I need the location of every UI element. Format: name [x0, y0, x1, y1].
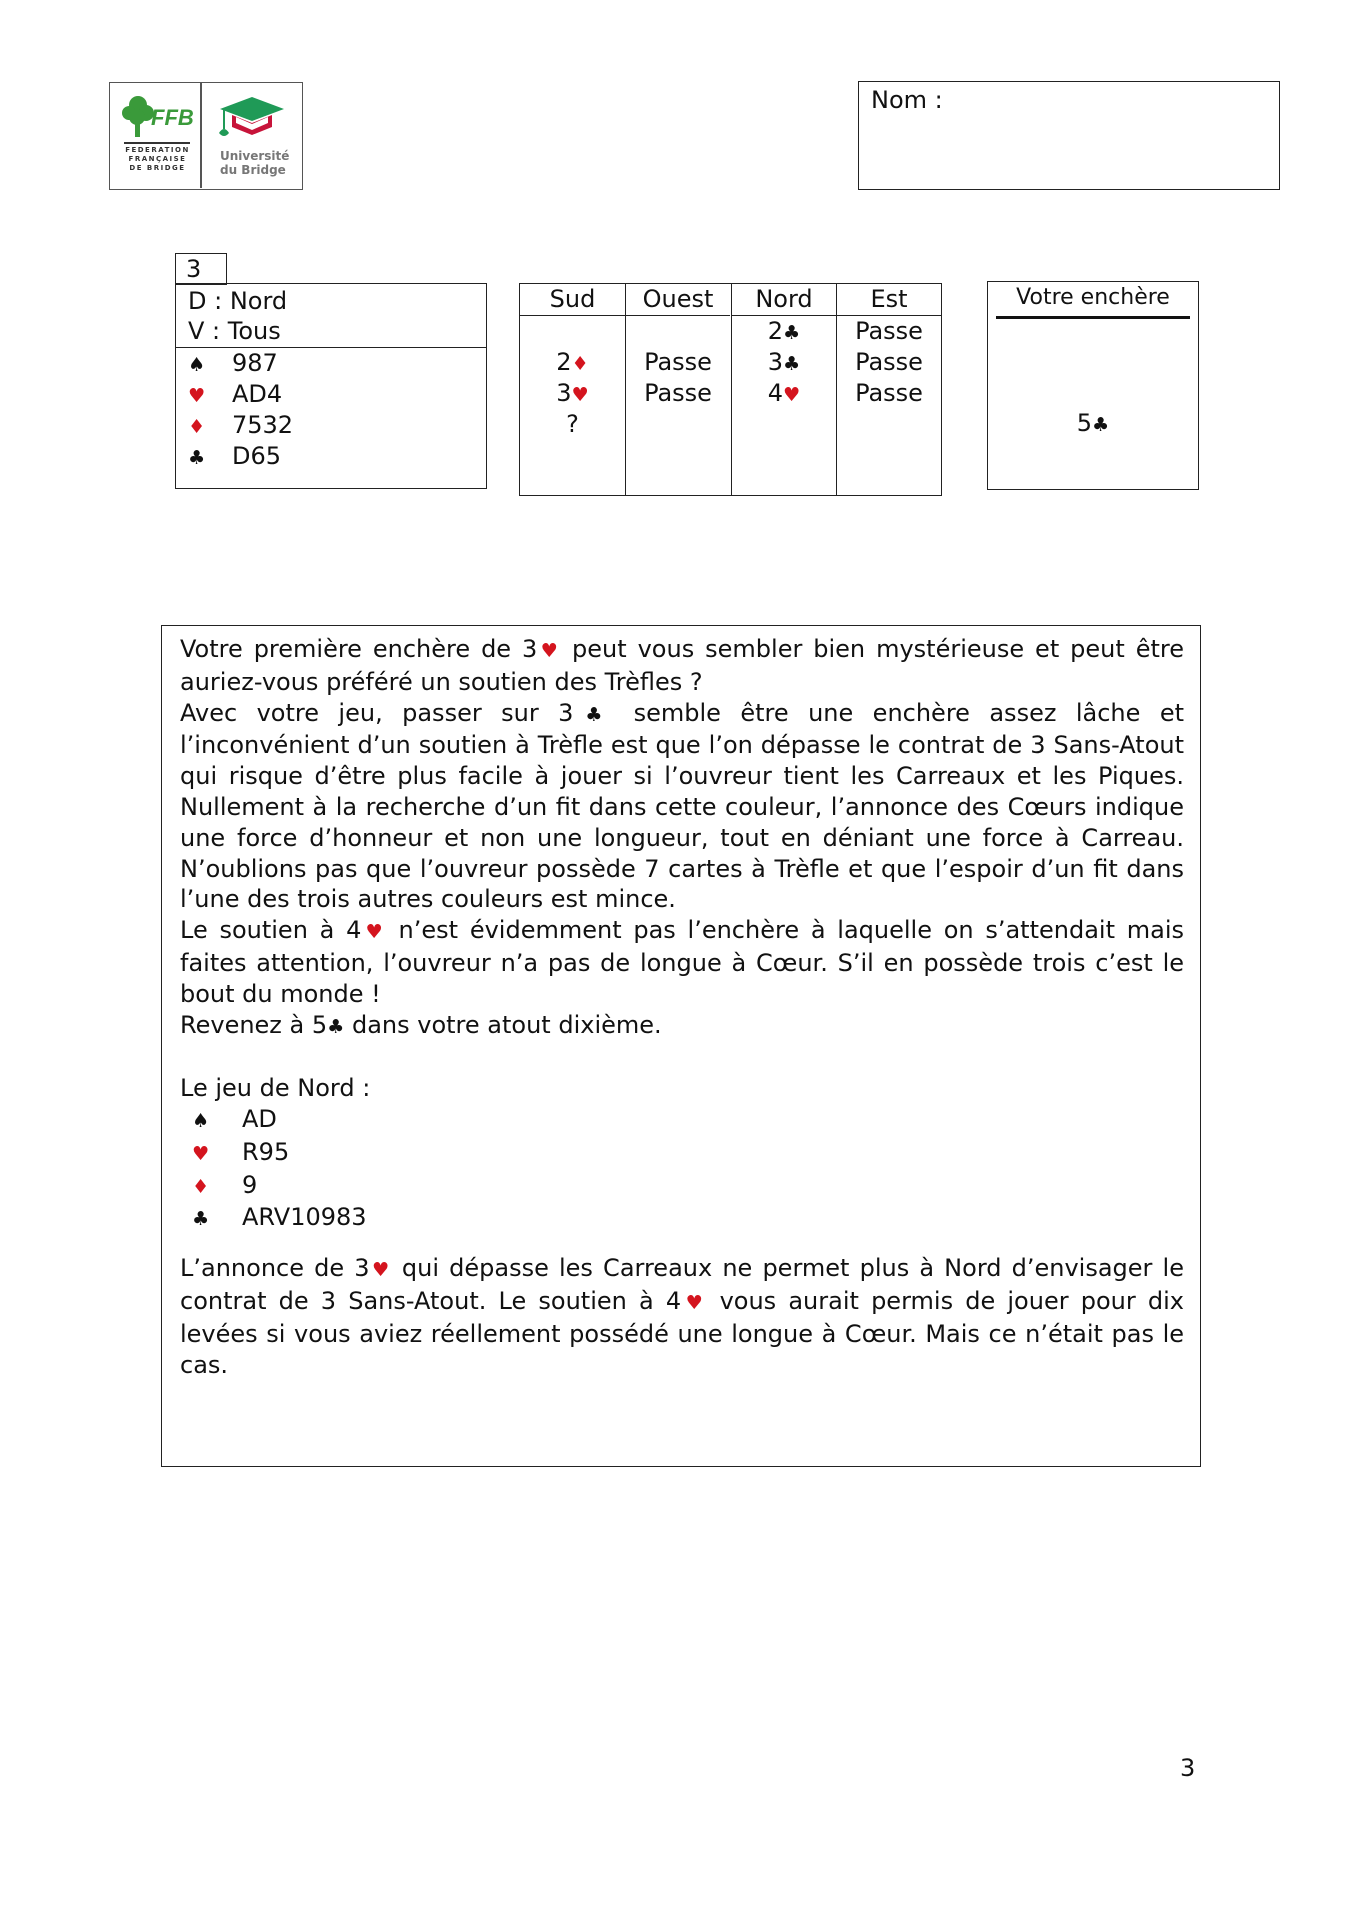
your-bid-box: [987, 281, 1199, 490]
club-icon: ♣: [192, 1207, 210, 1231]
ffb-universite-logo: [109, 82, 303, 190]
graduation-cap-icon: [212, 93, 292, 141]
diamond-cards: 7532: [232, 411, 294, 439]
heart-cards: AD4: [232, 380, 283, 408]
hand-spades-row: [188, 348, 278, 380]
diamond-icon: ♦: [188, 415, 206, 438]
dealer: D : Nord: [188, 287, 288, 315]
ffb-line-1: FEDERATION: [125, 146, 190, 154]
your-bid-title: Votre enchère: [1016, 285, 1170, 310]
heart-icon: ♥: [188, 384, 206, 407]
spade-icon: ♠: [192, 1108, 210, 1132]
board-diagram: [175, 283, 487, 489]
commentary-text: [180, 634, 1184, 1380]
heart-icon: ♥: [192, 1141, 210, 1165]
board-number: 3: [175, 253, 227, 285]
club-icon: ♣: [188, 446, 206, 469]
spade-cards: 987: [232, 349, 278, 377]
north-hearts-row: ♥ R95: [180, 1137, 1184, 1170]
heart-icon: ♥: [681, 1290, 708, 1314]
commentary-box: [161, 625, 1201, 1467]
univ-line-2: du Bridge: [220, 163, 286, 177]
universite-name: [210, 149, 312, 177]
ffb-mark-text: FFB: [151, 105, 194, 130]
page-number: 3: [1180, 1754, 1196, 1782]
your-bid-rule: [996, 316, 1190, 319]
club-icon: ♣: [573, 702, 615, 726]
paragraph-4: Revenez à 5♣ dans votre atout dixième.: [180, 1010, 662, 1039]
bid-cell: 3♥: [556, 379, 589, 407]
logo-rule: [124, 142, 190, 144]
club-cards: D65: [232, 442, 282, 470]
paragraph-1: Votre première enchère de 3♥ peut vous sembler bien mystérieuse et peut être auriez-vous préféré un soutien des Trèfles ?: [180, 635, 1185, 696]
heart-icon: ♥: [361, 920, 387, 944]
bid-header-nord: Nord: [732, 284, 836, 316]
your-bid-value: 5♣: [1076, 409, 1110, 437]
board-info: [176, 284, 486, 348]
vulnerability: V : Tous: [188, 317, 281, 345]
north-spades-row: ♠ AD: [180, 1104, 1184, 1137]
hand-clubs-row: [188, 441, 281, 473]
bid-cell: 3♣: [767, 348, 801, 376]
paragraph-2: Avec votre jeu, passer sur 3♣ semble être une enchère assez lâche et l’inconvénient d’un soutien à Trèfle est que l’on dépasse le contrat de 3 Sans-Atout qui risque d’être plus facile à jouer si l’ouvreur tient les Carreaux et les Piques. Nullement à la recherche d’un fit dans cette couleur, l’annonce des Cœurs indique une force d’honneur et non une longueur, tout en déniant une force à Carreau. N’oublions pas que l’ouvreur possède 7 cartes à Trèfle et que l’espoir d’un fit dans l’une des trois autres couleurs est mince.: [180, 698, 1185, 914]
ffb-tree-logo-icon: [120, 91, 195, 143]
north-diamonds-row: ♦ 9: [180, 1170, 1184, 1203]
bid-cell: 2♦: [556, 348, 589, 376]
north-clubs-row: ♣ ARV10983: [180, 1202, 1184, 1235]
bid-header-sud: Sud: [520, 284, 625, 316]
bid-cell-question: ?: [566, 410, 579, 438]
bid-cell: 4♥: [767, 379, 801, 407]
bid-cell: Passe: [855, 379, 923, 407]
hand-diamonds-row: [188, 410, 293, 442]
bid-cell: [520, 316, 625, 347]
ffb-line-2: FRANÇAISE: [128, 155, 187, 163]
bid-header-est: Est: [837, 284, 941, 316]
bidding-table: [519, 283, 942, 496]
bid-column-nord: [731, 284, 836, 495]
bid-cell: Passe: [644, 348, 712, 376]
name-label: Nom :: [871, 86, 943, 114]
bid-cell: [626, 316, 730, 347]
club-icon: ♣: [1092, 413, 1110, 436]
bid-column-sud: [520, 284, 625, 495]
paragraph-5: L’annonce de 3♥ qui dépasse les Carreaux ne permet plus à Nord d’envisager le contrat de 3 Sans-Atout. Le soutien à 4♥ vous aurait permis de jouer pour dix levées si vous aviez réellement possédé une longue à Cœur. Mais ce n’était pas le cas.: [180, 1254, 1185, 1379]
heart-icon: ♥: [537, 639, 562, 662]
bid-cell: 2♣: [767, 317, 801, 345]
north-hand-title: Le jeu de Nord :: [180, 1074, 371, 1103]
name-field-box[interactable]: [858, 81, 1280, 190]
spade-icon: ♠: [188, 353, 206, 376]
bid-cell: Passe: [855, 317, 923, 345]
ffb-line-3: DE BRIDGE: [129, 164, 186, 172]
bid-header-ouest: Ouest: [626, 284, 730, 316]
hand-hearts-row: [188, 379, 282, 411]
heart-icon: ♥: [369, 1258, 392, 1282]
club-icon: ♣: [327, 1014, 345, 1038]
bid-column-ouest: [625, 284, 730, 495]
paragraph-3: Le soutien à 4♥ n’est évidemment pas l’enchère à laquelle on s’attendait mais faites attention, l’ouvreur n’a pas de longue à Cœur. S’il en possède trois c’est le bout du monde !: [180, 916, 1184, 1008]
bid-cell: Passe: [644, 379, 712, 407]
bid-column-est: [836, 284, 941, 495]
bid-cell: Passe: [855, 348, 923, 376]
univ-line-1: Université: [220, 149, 290, 163]
diamond-icon: ♦: [192, 1174, 210, 1198]
logo-divider: [200, 83, 202, 188]
ffb-name: [120, 146, 195, 173]
